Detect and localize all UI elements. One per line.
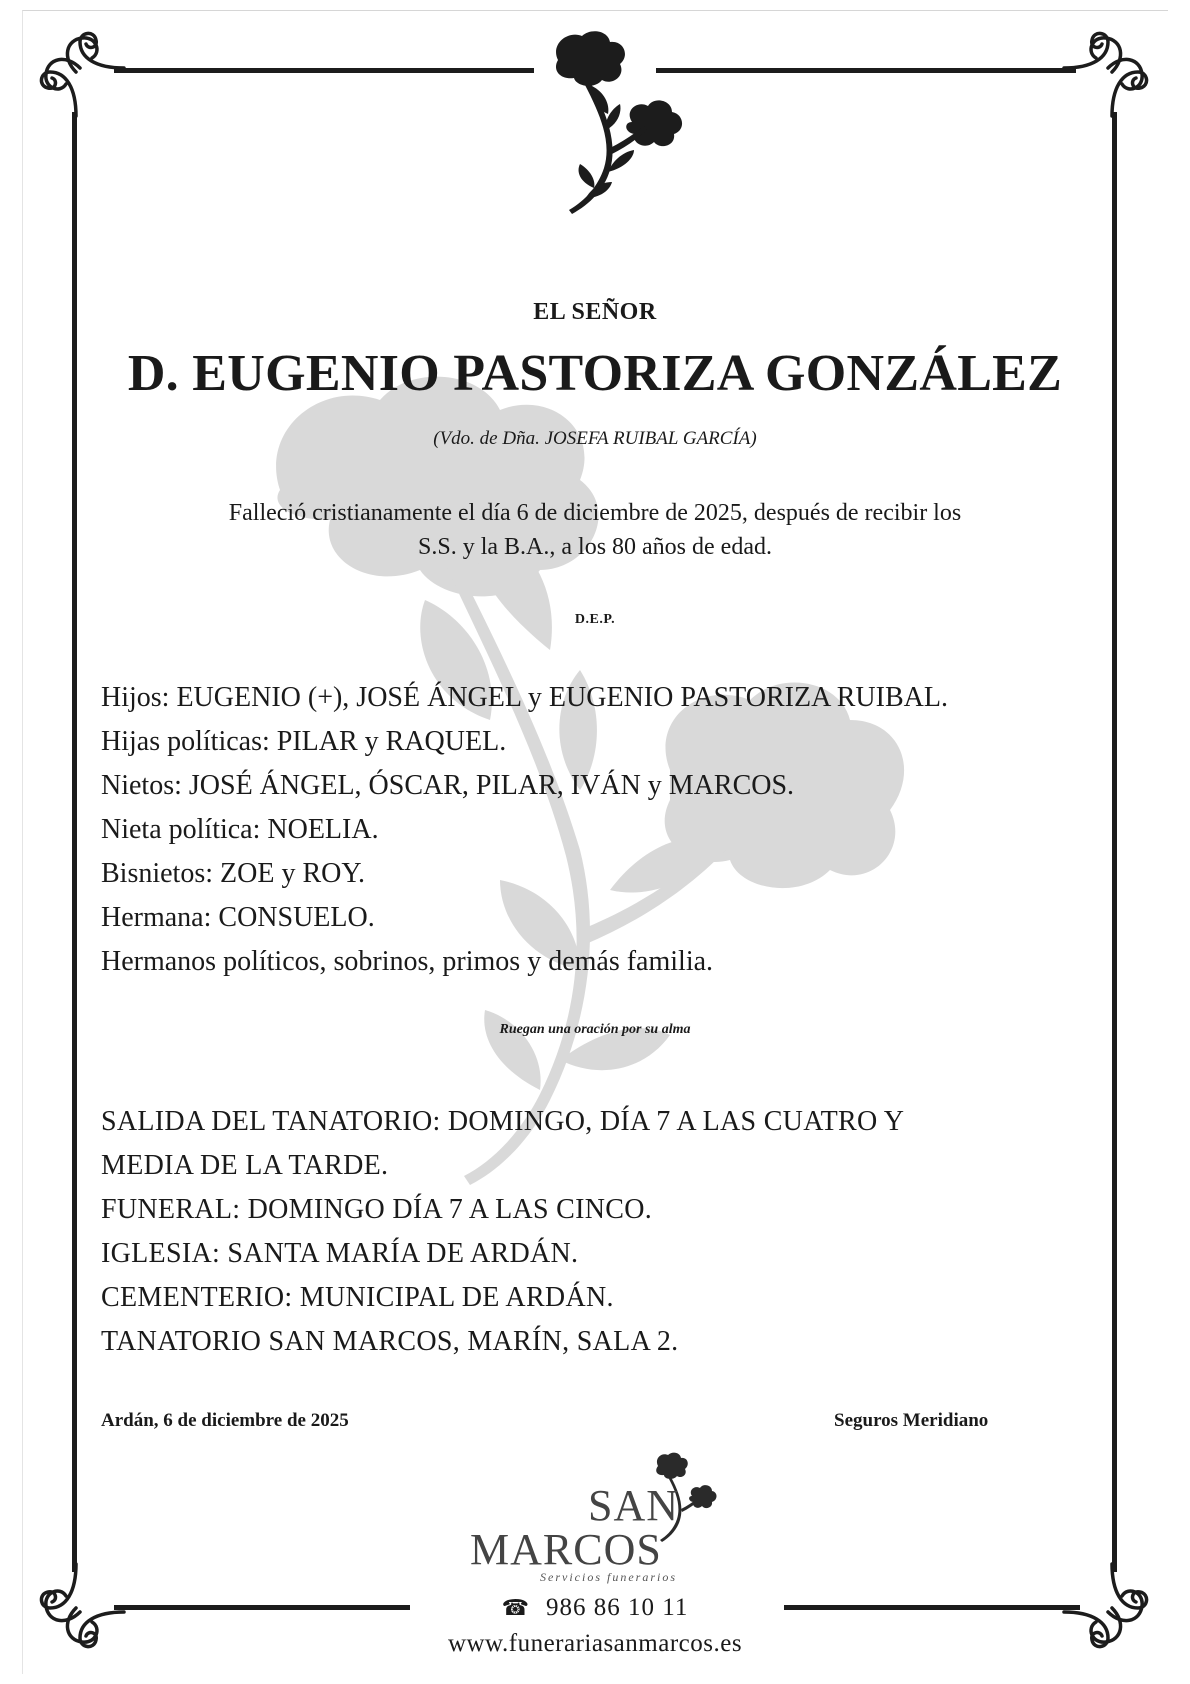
- corner-ornament-top-right-icon: [1056, 28, 1152, 124]
- frame-top-right-line: [656, 68, 1076, 73]
- death-notice-line-1: Falleció cristianamente el día 6 de diciembre de 2025, después de recibir los: [228, 500, 962, 526]
- honorific: EL SEÑOR: [533, 299, 657, 325]
- service-line: FUNERAL: DOMINGO DÍA 7 A LAS CINCO.: [101, 1194, 653, 1225]
- service-line: TANATORIO SAN MARCOS, MARÍN, SALA 2.: [101, 1326, 679, 1357]
- logo-text-san: SAN: [588, 1481, 680, 1530]
- death-notice-line-2: S.S. y la B.A., a los 80 años de edad.: [418, 534, 772, 560]
- family-line: Hermanos políticos, sobrinos, primos y demás familia.: [101, 946, 714, 977]
- website-link[interactable]: www.funerariasanmarcos.es: [447, 1630, 743, 1657]
- place-date: Ardán, 6 de diciembre de 2025: [101, 1410, 349, 1431]
- family-line: Nieta política: NOELIA.: [101, 814, 379, 845]
- family-line: Hijas políticas: PILAR y RAQUEL.: [101, 726, 507, 757]
- family-list: [101, 676, 948, 984]
- san-marcos-logo: [460, 1452, 730, 1592]
- phone-number[interactable]: 986 86 10 11: [546, 1594, 689, 1621]
- family-line: Nietos: JOSÉ ÁNGEL, ÓSCAR, PILAR, IVÁN y MARCOS.: [101, 770, 795, 801]
- corner-ornament-top-left-icon: [36, 28, 132, 124]
- phone-icon: ☎: [501, 1595, 531, 1620]
- service-line: MEDIA DE LA TARDE.: [101, 1150, 389, 1181]
- frame-right-line: [1112, 112, 1117, 1572]
- service-line: SALIDA DEL TANATORIO: DOMINGO, DÍA 7 A LAS CUATRO Y: [101, 1106, 905, 1137]
- logo-text-marcos: MARCOS: [470, 1525, 662, 1574]
- deceased-name: D. EUGENIO PASTORIZA GONZÁLEZ: [127, 345, 1063, 402]
- service-line: IGLESIA: SANTA MARÍA DE ARDÁN.: [101, 1238, 579, 1269]
- phone-row: [0, 1594, 1190, 1622]
- insurer-name: Seguros Meridiano: [834, 1410, 989, 1431]
- prayer-request: Ruegan una oración por su alma: [499, 1022, 691, 1037]
- frame-top-left-line: [114, 68, 534, 73]
- family-line: Hermana: CONSUELO.: [101, 902, 375, 933]
- death-notice: [0, 496, 1190, 564]
- widow-of: (Vdo. de Dña. JOSEFA RUIBAL GARCÍA): [433, 428, 757, 449]
- logo-tagline: Servicios funerarios: [540, 1570, 677, 1584]
- family-line: Hijos: EUGENIO (+), JOSÉ ÁNGEL y EUGENIO PASTORIZA RUIBAL.: [101, 682, 948, 713]
- service-line: CEMENTERIO: MUNICIPAL DE ARDÁN.: [101, 1282, 614, 1313]
- top-flower-icon: [550, 30, 685, 215]
- frame-left-line: [72, 112, 77, 1572]
- service-details: [101, 1100, 904, 1364]
- family-line: Bisnietos: ZOE y ROY.: [101, 858, 365, 889]
- dep-label: D.E.P.: [574, 612, 616, 627]
